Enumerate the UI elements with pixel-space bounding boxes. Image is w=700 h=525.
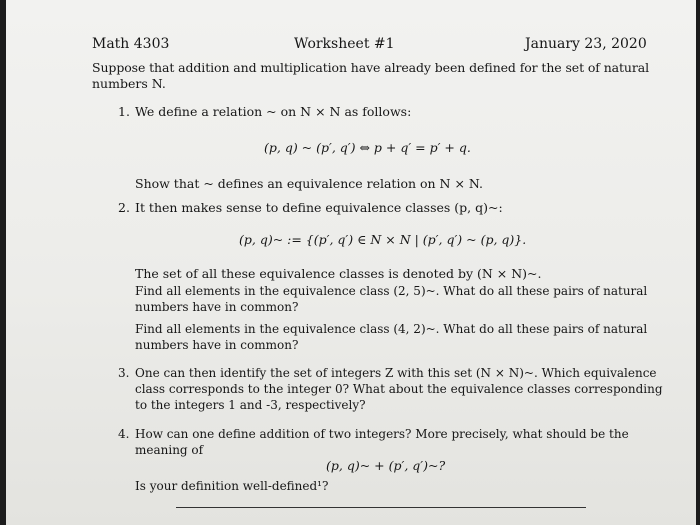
q4-line-1: How can one define addition of two integers? More precisely, what should be the [135, 427, 629, 441]
worksheet-page [6, 0, 696, 525]
q3-number: 3. [118, 366, 130, 380]
q1-formula: (p, q) ~ (p′, q′) ⇔ p + q′ = p′ + q. [264, 140, 471, 155]
worksheet-title: Worksheet #1 [294, 36, 395, 52]
q2-find1-line-1: Find all elements in the equivalence class (2, 5)~. What do all these pairs of natural [135, 284, 648, 298]
date-label: January 23, 2020 [525, 36, 647, 52]
course-label: Math 4303 [92, 36, 170, 52]
footnote-divider [176, 507, 586, 508]
q2-find1-line-2: numbers have in common? [135, 300, 299, 314]
intro-line-2: numbers N. [92, 76, 166, 91]
q2-number: 2. [118, 200, 130, 215]
q3-line-3: to the integers 1 and -3, respectively? [135, 398, 366, 412]
q1-show: Show that ~ defines an equivalence relation on N × N. [135, 176, 484, 191]
q4-well-defined: Is your definition well-defined¹? [135, 479, 329, 493]
q3-line-1: One can then identify the set of integers Z with this set (N × N)~. Which equivalence [135, 366, 657, 380]
q4-line-2: meaning of [135, 443, 204, 457]
q3-line-2: class corresponds to the integer 0? What about the equivalence classes corresponding [135, 382, 663, 396]
q2-text: It then makes sense to define equivalence classes (p, q)~: [135, 200, 503, 215]
q1-number: 1. [118, 104, 130, 119]
q2-find2-line-1: Find all elements in the equivalence class (4, 2)~. What do all these pairs of natural [135, 322, 648, 336]
q4-formula: (p, q)~ + (p′, q′)~? [326, 458, 446, 473]
q2-formula: (p, q)~ := {(p′, q′) ∈ N × N | (p′, q′) ~ (p, q)}. [239, 232, 527, 247]
q4-number: 4. [118, 427, 130, 441]
intro-line-1: Suppose that addition and multiplication have already been defined for the set of natural [92, 60, 649, 75]
q2-set-text: The set of all these equivalence classes is denoted by (N × N)~. [135, 266, 542, 281]
q1-text: We define a relation ~ on N × N as follows: [135, 104, 412, 119]
q2-find2-line-2: numbers have in common? [135, 338, 299, 352]
